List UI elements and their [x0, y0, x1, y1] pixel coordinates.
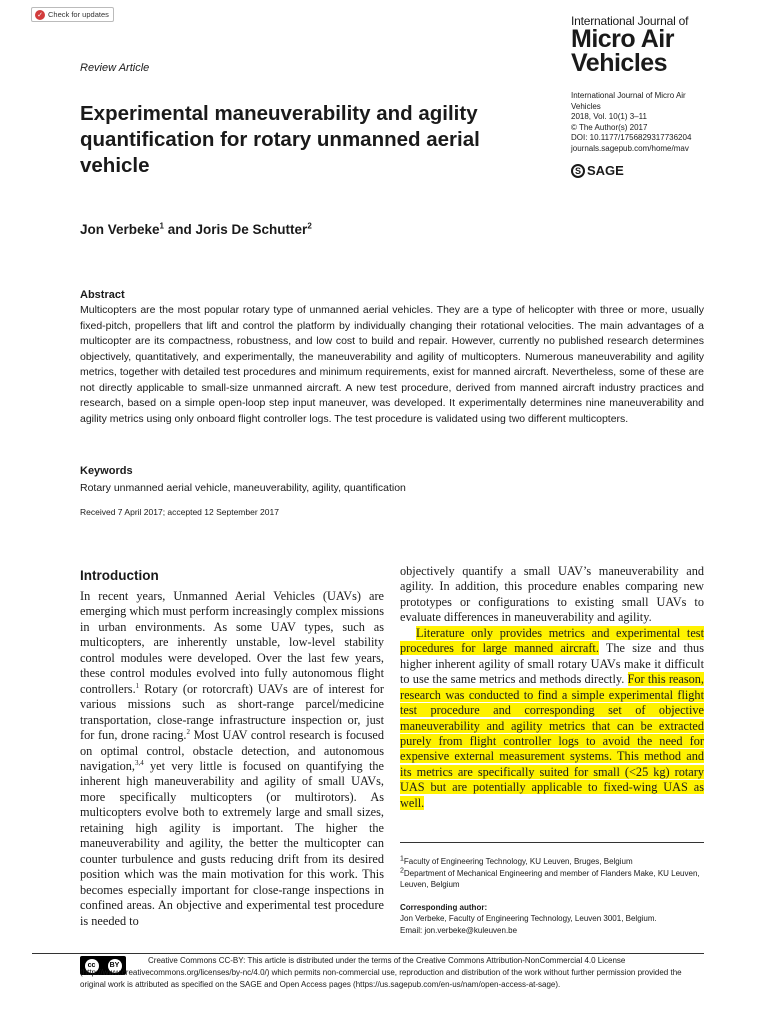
- citation[interactable]: 1: [135, 681, 140, 690]
- body-paragraph: [400, 626, 704, 811]
- footnote-divider: [400, 842, 704, 843]
- corresponding-author-text: Jon Verbeke, Faculty of Engineering Technology, Leuven 3001, Belgium.: [400, 914, 657, 923]
- highlighted-text: For this reason, research was conducted to find a simple experimental flight test procedure and corresponding set of objective maneuverability and agility metrics that can be extracted purely from flight controller logs to avoid the need for expensive external measurement systems. This method and its metrics are specifically suited for small (<25 kg) rotary UAS but are potentially applicable to fixed-wing UAS as well.: [400, 672, 705, 810]
- body-text: The size and thus higher inherent agility of small rotary UAVs make it difficult to use the same metrics and methods directly.: [400, 641, 704, 687]
- cc-icon: cc: [85, 959, 99, 973]
- author-name: Jon Verbeke: [80, 222, 160, 237]
- sage-label: SAGE: [587, 163, 624, 178]
- body-column-left: [80, 589, 384, 929]
- meta-copyright: © The Author(s) 2017: [571, 122, 648, 132]
- body-text: Rotary (or rotorcraft) UAVs are of interest for various missions such as short-range parcel/medicine transportation, close-range infrastructure inspection or, just for fun, drone racing.: [80, 681, 384, 743]
- highlighted-text: Literature only provides metrics and experimental test procedures for large manned aircraft.: [400, 625, 704, 656]
- meta-doi[interactable]: DOI: 10.1177/1756829317736204: [571, 133, 692, 142]
- affiliation-marker: 1: [400, 855, 404, 863]
- update-icon: ✓: [35, 10, 45, 20]
- affiliation-marker: 2: [307, 221, 312, 231]
- author-name: Joris De Schutter: [195, 222, 308, 237]
- keywords-text: Rotary unmanned aerial vehicle, maneuverability, agility, quantification: [80, 482, 406, 494]
- body-text: In recent years, Unmanned Aerial Vehicles (UAVs) are emerging which must perform increasingly complex missions in urban environments. As some UAV types, such as multicopters, are inherently unstable, low-level stability control modules were developed. Over the last few years, these control modules evolved into fully autonomous flight controllers.: [80, 589, 384, 696]
- citation[interactable]: 3,4: [134, 758, 144, 767]
- abstract-text: Multicopters are the most popular rotary type of unmanned aerial vehicles. They are a type of helicopter with three or more, usually fixed-pitch, propellers that lift and control the platform by individually changing their rotational velocities. The main advantages of a multicopter are its compactness, robustness, and low cost to build and repair. However, currently no published research determines objectively, quantitatively, and experimentally, the maneuverability and agility of multicopters. Numerous maneuverability and agility metrics, together with detailed test procedures and minimum requirements, exist for manned aircraft. Nevertheless, some of these are not directly applicable to small-size unmanned aircraft. A new test procedure, derived from manned aircraft industry practices and research, based on a simple open-loop step input maneuver, was developed. It experimentally determines nine maneuverability and agility metrics using only onboard flight controller logs. The test procedure is validated using two different multicopters.: [80, 304, 704, 425]
- affiliation-1: [400, 856, 704, 868]
- author-list: [80, 222, 312, 237]
- body-text: Most UAV control research is focused on optimal control, obstacle detection, and autonomous navigation,: [80, 728, 384, 773]
- article-meta: [571, 91, 711, 154]
- journal-name-line3: Vehicles: [571, 49, 668, 77]
- article-type: Review Article: [80, 62, 150, 74]
- check-for-updates-label: Check for updates: [48, 10, 109, 19]
- abstract-heading: Abstract: [80, 289, 125, 301]
- sage-icon: S: [571, 164, 585, 178]
- journal-name-line2: Micro Air: [571, 25, 674, 53]
- body-text: yet very little is focused on quantifying the inherent high maneuverability and agility of small UAVs, more specifically multicopters (or multirotors). As multicopters evolve both to extremely large and small sizes, retaining high agility is important. The higher the maneuverability and agility, the better the multicopter can counter turbulence and gusts reducing drift from its desired position which was the main motivation for this work. This becomes especially important for close-range inspections in confined areas. An objective and experimental test procedure is needed to: [80, 758, 384, 928]
- corresponding-author-email[interactable]: Email: jon.verbeke@kuleuven.be: [400, 925, 518, 935]
- affiliation-marker: 1: [159, 221, 164, 231]
- affiliation-2: [400, 868, 704, 891]
- author-separator: and: [164, 222, 196, 237]
- journal-name-line1: International Journal of: [571, 14, 689, 28]
- body-paragraph: [80, 589, 384, 929]
- meta-url[interactable]: journals.sagepub.com/home/mav: [571, 143, 689, 153]
- citation[interactable]: 2: [186, 727, 190, 736]
- affiliation-marker: 2: [400, 866, 404, 874]
- keywords-heading: Keywords: [80, 465, 133, 477]
- sage-logo: [571, 163, 624, 178]
- by-icon: BY: [108, 959, 122, 973]
- meta-journal: International Journal of Micro Air Vehicles: [571, 91, 686, 111]
- body-column-right: [400, 564, 704, 811]
- affiliation-text: Faculty of Engineering Technology, KU Leuven, Bruges, Belgium: [403, 857, 633, 866]
- license-text: Creative Commons CC-BY: This article is distributed under the terms of the Creative Commons Attribution-NonCommercial 4.0 License (http://www.creativecommons.org/licenses/by-nc/4.0/) which permits non-commercial use, reproduction and distribution of the work without further permission provided the original work is attributed as specified on the SAGE and Open Access pages (https://us.sagepub.com/en-us/nam/open-access-at-sage).: [80, 956, 682, 989]
- journal-logo: [571, 27, 674, 75]
- section-heading-introduction: Introduction: [80, 568, 159, 583]
- body-paragraph: objectively quantify a small UAV’s maneuverability and agility. In addition, this procedure enables comparing new prototypes or configurations to existing small UAVs to evaluate differences in maneuverability and agility.: [400, 564, 704, 625]
- corresponding-author-heading: Corresponding author:: [400, 902, 488, 912]
- received-dates: Received 7 April 2017; accepted 12 September 2017: [80, 507, 279, 517]
- check-for-updates-badge[interactable]: [31, 7, 114, 22]
- article-title: Experimental maneuverability and agility quantification for rotary unmanned aerial vehicle: [80, 102, 480, 177]
- affiliation-text: Department of Mechanical Engineering and member of Flanders Make, KU Leuven, Leuven, Belgium: [400, 868, 700, 889]
- meta-volume: 2018, Vol. 10(1) 3–11: [571, 112, 647, 121]
- footnotes: [400, 856, 704, 936]
- license-divider: [32, 953, 704, 954]
